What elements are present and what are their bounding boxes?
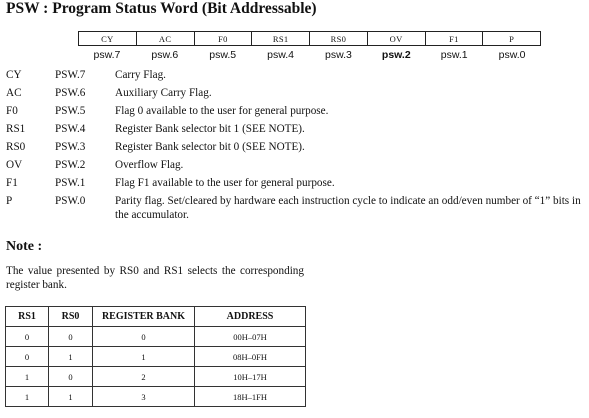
definition-row [6,140,589,154]
definition-flag: AC [6,87,22,99]
bit-cell-f1: F1 [426,32,484,45]
definition-row [6,158,589,172]
definition-row [6,86,589,100]
table-cell: 1 [6,387,49,407]
table-cell: 1 [93,347,195,367]
definition-bit: PSW.1 [55,177,86,189]
definition-bit: PSW.3 [55,141,86,153]
psw-bit-labels [78,49,541,65]
definition-row [6,68,589,82]
definition-bit: PSW.4 [55,123,86,135]
definition-desc: Flag F1 available to the user for general purpose. [115,177,335,189]
definition-bit: PSW.2 [55,159,86,171]
table-row [6,367,306,387]
definition-desc: Register Bank selector bit 0 (SEE NOTE). [115,141,305,153]
flag-definitions [6,68,589,226]
note-text: The value presented by RS0 and RS1 selects the corresponding register bank. [6,265,304,291]
table-cell: 3 [93,387,195,407]
definition-bit: PSW.7 [55,69,86,81]
psw-label-2: psw.2 [381,49,411,61]
definition-desc: Parity flag. Set/cleared by hardware each instruction cycle to indicate an odd/even number of “1” bits in the accumulator. [115,195,581,221]
table-header-rs0: RS0 [49,307,93,327]
definition-row [6,122,589,136]
definition-flag: F0 [6,105,18,117]
psw-label-0: psw.0 [498,49,526,61]
definition-bit: PSW.0 [55,195,86,207]
table-cell: 2 [93,367,195,387]
bit-cell-p: P [509,33,515,44]
table-cell: 0 [6,347,49,367]
table-header-rs1: RS1 [6,307,49,327]
bit-cell-f0: F0 [195,32,253,45]
table-header-address: ADDRESS [195,307,306,327]
definition-bit: PSW.6 [55,87,86,99]
table-row [6,387,306,407]
table-cell: 0 [6,327,49,347]
definition-desc: Overflow Flag. [115,159,184,171]
definition-desc: Register Bank selector bit 1 (SEE NOTE). [115,123,305,135]
table-cell: 1 [49,387,93,407]
table-cell: 1 [49,347,93,367]
definition-desc: Carry Flag. [115,69,166,81]
table-cell: 0 [49,367,93,387]
psw-label-5: psw.5 [209,49,237,61]
definition-row [6,104,589,118]
bit-cell-rs0: RS0 [310,32,368,45]
psw-label-3: psw.3 [325,49,352,61]
definition-flag: RS0 [6,141,26,153]
definition-desc: Flag 0 available to the user for general purpose. [115,105,329,117]
table-row [6,347,306,367]
bit-cell-ac: AC [137,32,195,45]
register-bank-table [5,306,306,407]
definition-flag: CY [6,69,22,81]
bit-cell-cy: CY [79,32,137,45]
definition-row [6,194,589,222]
definition-bit: PSW.5 [55,105,86,117]
definition-flag: RS1 [6,123,26,135]
table-cell: 08H–0FH [195,347,306,367]
table-header-row [6,307,306,327]
psw-label-1: psw.1 [440,49,468,61]
table-row [6,327,306,347]
definition-row [6,176,589,190]
psw-bit-register [78,31,541,46]
definition-flag: F1 [6,177,18,189]
page-title: PSW : Program Status Word (Bit Addressable) [6,0,317,17]
table-cell: 10H–17H [195,367,306,387]
note-heading: Note : [6,239,43,254]
psw-label-4: psw.4 [267,49,294,61]
bit-cell-ov: OV [368,32,426,45]
psw-label-7: psw.7 [93,49,121,61]
definition-desc: Auxiliary Carry Flag. [115,87,212,99]
table-cell: 0 [49,327,93,347]
definition-flag: OV [6,159,23,171]
table-cell: 18H–1FH [195,387,306,407]
bit-cell-rs1: RS1 [252,32,310,45]
table-header-register-bank: REGISTER BANK [93,307,195,327]
psw-label-6: psw.6 [151,49,179,61]
definition-flag: P [6,195,13,207]
table-cell: 0 [93,327,195,347]
table-cell: 1 [6,367,49,387]
table-cell: 00H–07H [195,327,306,347]
